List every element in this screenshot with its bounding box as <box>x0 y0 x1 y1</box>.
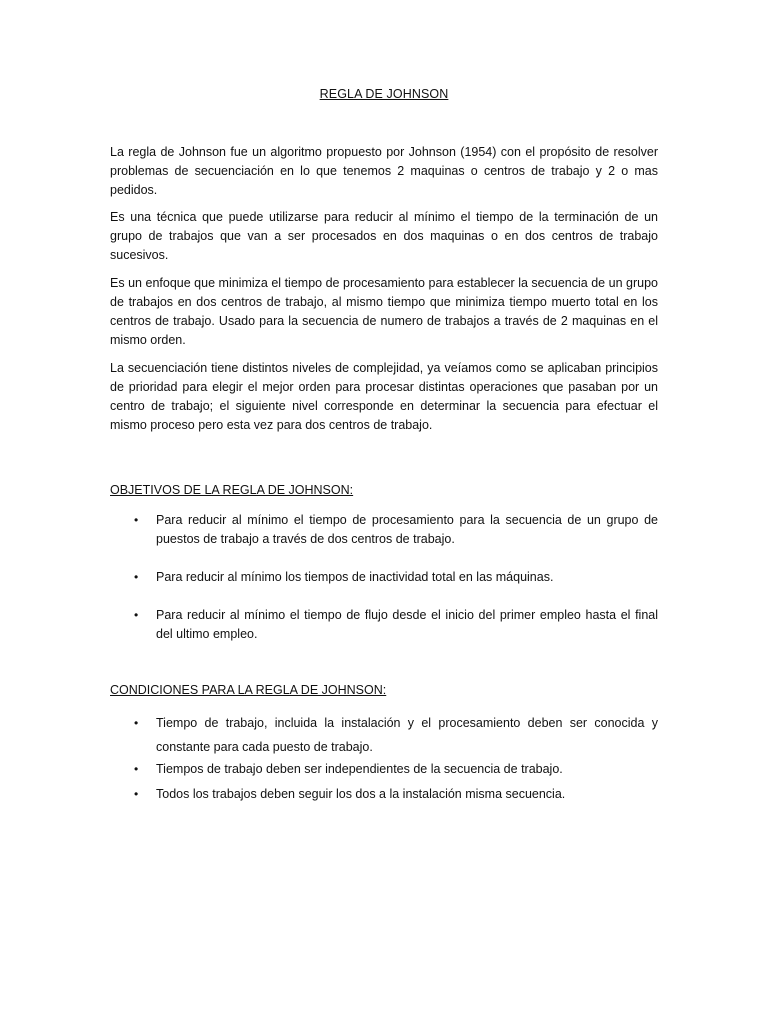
conditions-heading: CONDICIONES PARA LA REGLA DE JOHNSON: <box>110 683 387 697</box>
condition-item <box>110 760 658 779</box>
objective-item <box>110 511 658 549</box>
bullet-icon: • <box>134 762 139 776</box>
objective-text: Para reducir al mínimo los tiempos de inactividad total en las máquinas. <box>156 570 554 584</box>
paragraph-technique: Es una técnica que puede utilizarse para reducir al mínimo el tiempo de la terminación de un grupo de trabajos que van a ser procesados en dos maquinas o en dos centros de trabajo sucesivos. <box>110 210 658 262</box>
paragraph-intro: La regla de Johnson fue un algoritmo propuesto por Johnson (1954) con el propósito de resolver problemas de secuenciación en lo que tenemos 2 maquinas o centros de trabajo y 2 o mas pedidos. <box>110 145 658 197</box>
condition-text: Todos los trabajos deben seguir los dos a la instalación misma secuencia. <box>156 787 566 801</box>
paragraph-sequencing: La secuenciación tiene distintos niveles de complejidad, ya veíamos como se aplicaban principios de prioridad para elegir el mejor orden para procesar distintas operaciones que pasaban por un centro de trabajo; el siguiente nivel corresponde en determinar la secuencia para efectuar el mismo proceso pero esta vez para dos centros de trabajo. <box>110 361 658 432</box>
bullet-icon: • <box>134 570 139 584</box>
paragraph-approach: Es un enfoque que minimiza el tiempo de procesamiento para establecer la secuencia de un grupo de trabajos en dos centros de trabajo, al mismo tiempo que minimiza tiempo muerto total en los centros de trabajo. Usado para la secuencia de numero de trabajos a través de 2 maquinas en el mismo orden. <box>110 276 658 347</box>
objective-text: Para reducir al mínimo el tiempo de flujo desde el inicio del primer empleo hasta el final del ultimo empleo. <box>156 608 658 641</box>
bullet-icon: • <box>134 787 139 801</box>
condition-item <box>110 785 658 804</box>
bullet-icon: • <box>134 716 139 730</box>
objective-item <box>110 606 658 644</box>
objective-item <box>110 568 658 587</box>
objectives-heading: OBJETIVOS DE LA REGLA DE JOHNSON: <box>110 483 354 497</box>
condition-item <box>110 711 658 759</box>
bullet-icon: • <box>134 513 139 527</box>
bullet-icon: • <box>134 608 139 622</box>
document-title: REGLA DE JOHNSON <box>319 87 449 101</box>
objective-text: Para reducir al mínimo el tiempo de procesamiento para la secuencia de un grupo de puestos de trabajo a través de dos centros de trabajo. <box>156 513 658 546</box>
condition-text: Tiempo de trabajo, incluida la instalación y el procesamiento deben ser conocida y constante para cada puesto de trabajo. <box>156 716 658 754</box>
condition-text: Tiempos de trabajo deben ser independientes de la secuencia de trabajo. <box>156 762 563 776</box>
